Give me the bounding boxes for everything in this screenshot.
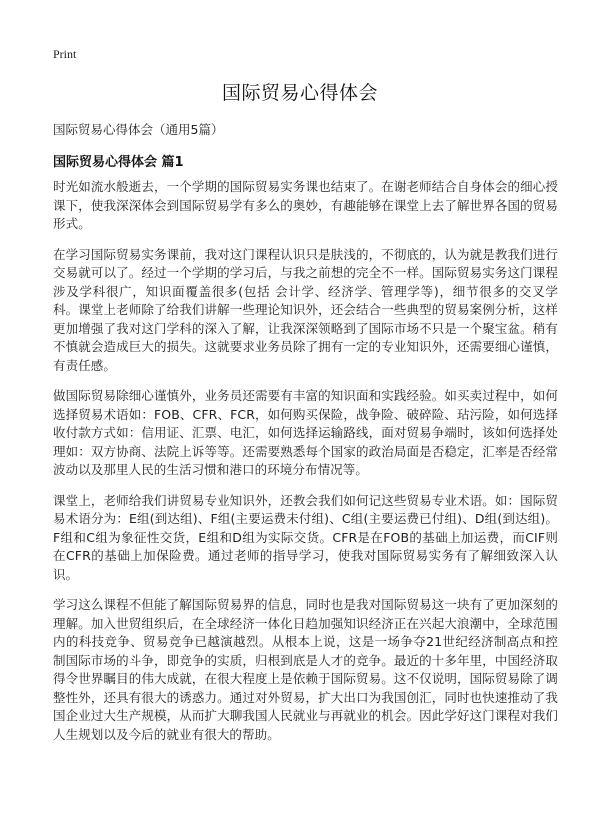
- paragraph-5: 学习这么课程不但能了解国际贸易界的信息，同时也是我对国际贸易这一块有了更加深刻的理解。加入世贸组织后，在全球经济一体化日趋加强知识经济正在兴起大浪潮中，全球范围内的科技竞争、贸易竞争已越演越烈。从根本上说，这是一场争夺21世纪经济制高点和控制国际市场的斗争，即竞争的实质，归根到底是人才的竞争。最近的十多年里，中国经济取得令世界瞩目的伟大成就，在很大程度上是依赖于国际贸易。这不仅说明，国际贸易除了调整性外，还具有很大的诱惑力。通过对外贸易，扩大出口为我国创汇，同时也快速推动了我国企业过大生产规模，从而扩大聊我国人民就业与再就业的机会。因此学好这门课程对我们人生规划以及今后的就业有很大的帮助。: [53, 597, 558, 742]
- paragraph-1: 时光如流水般逝去，一个学期的国际贸易实务课也结束了。在谢老师结合自身体会的细心授课下，使我深深体会到国际贸易学有多么的奥妙，有趣能够在课堂上去了解世界各国的贸易形式。: [53, 179, 558, 231]
- page-title: 国际贸易心得体会: [221, 82, 378, 104]
- paragraph-3: 做国际贸易除细心谨慎外，业务员还需要有丰富的知识面和实践经验。如买卖过程中，如何选择贸易术语如：FOB、CFR、FCR，如何购买保险，战争险、破碎险、玷污险，如何选择收付款方式如：信用证、汇票、电汇，如何选择运输路线，面对贸易争端时，该如何选择处理如：双方协商、法院上诉等等。还需要熟悉每个国家的政治局面是否稳定，汇率是否经常波动以及那里人民的生活习惯和港口的环境分布情况等。: [53, 388, 558, 477]
- article-body: [53, 178, 558, 756]
- document-subtitle: 国际贸易心得体会（通用5篇）: [53, 122, 224, 137]
- print-label[interactable]: Print: [53, 47, 77, 61]
- section-heading: 国际贸易心得体会 篇1: [53, 155, 184, 170]
- paragraph-2: 在学习国际贸易实务课前，我对这门课程认识只是肤浅的，不彻底的，认为就是教我们进行交易就可以了。经过一个学期的学习后，与我之前想的完全不一样。国际贸易实务这门课程涉及学科很广，知识面覆盖很多(包括 会计学、经济学、管理学等)，细节很多的交叉学科。课堂上老师除了给我们讲解一些理论知识外，还会结合一些典型的贸易案例分析，这样更加增强了我对这门学科的深入了解，让我深深领略到了国际市场不只是一个聚宝盆。稍有不慎就会造成巨大的损失。这就要求业务员除了拥有一定的专业知识外，还需要细心谨慎，有责任感。: [53, 246, 558, 373]
- paragraph-4: 课堂上，老师给我们讲贸易专业知识外，还教会我们如何记这些贸易专业术语。如：国际贸易术语分为：E组(到达组)、F组(主要运费未付组)、C组(主要运费已付组)、D组(到达组)。F组和C组为象征性交货，E组和D组为实际交货。CFR是在FOB的基础上加运费，而CIF则在CFR的基础上加保险费。通过老师的指导学习，使我对国际贸易实务有了解细致深入认识。: [53, 492, 558, 582]
